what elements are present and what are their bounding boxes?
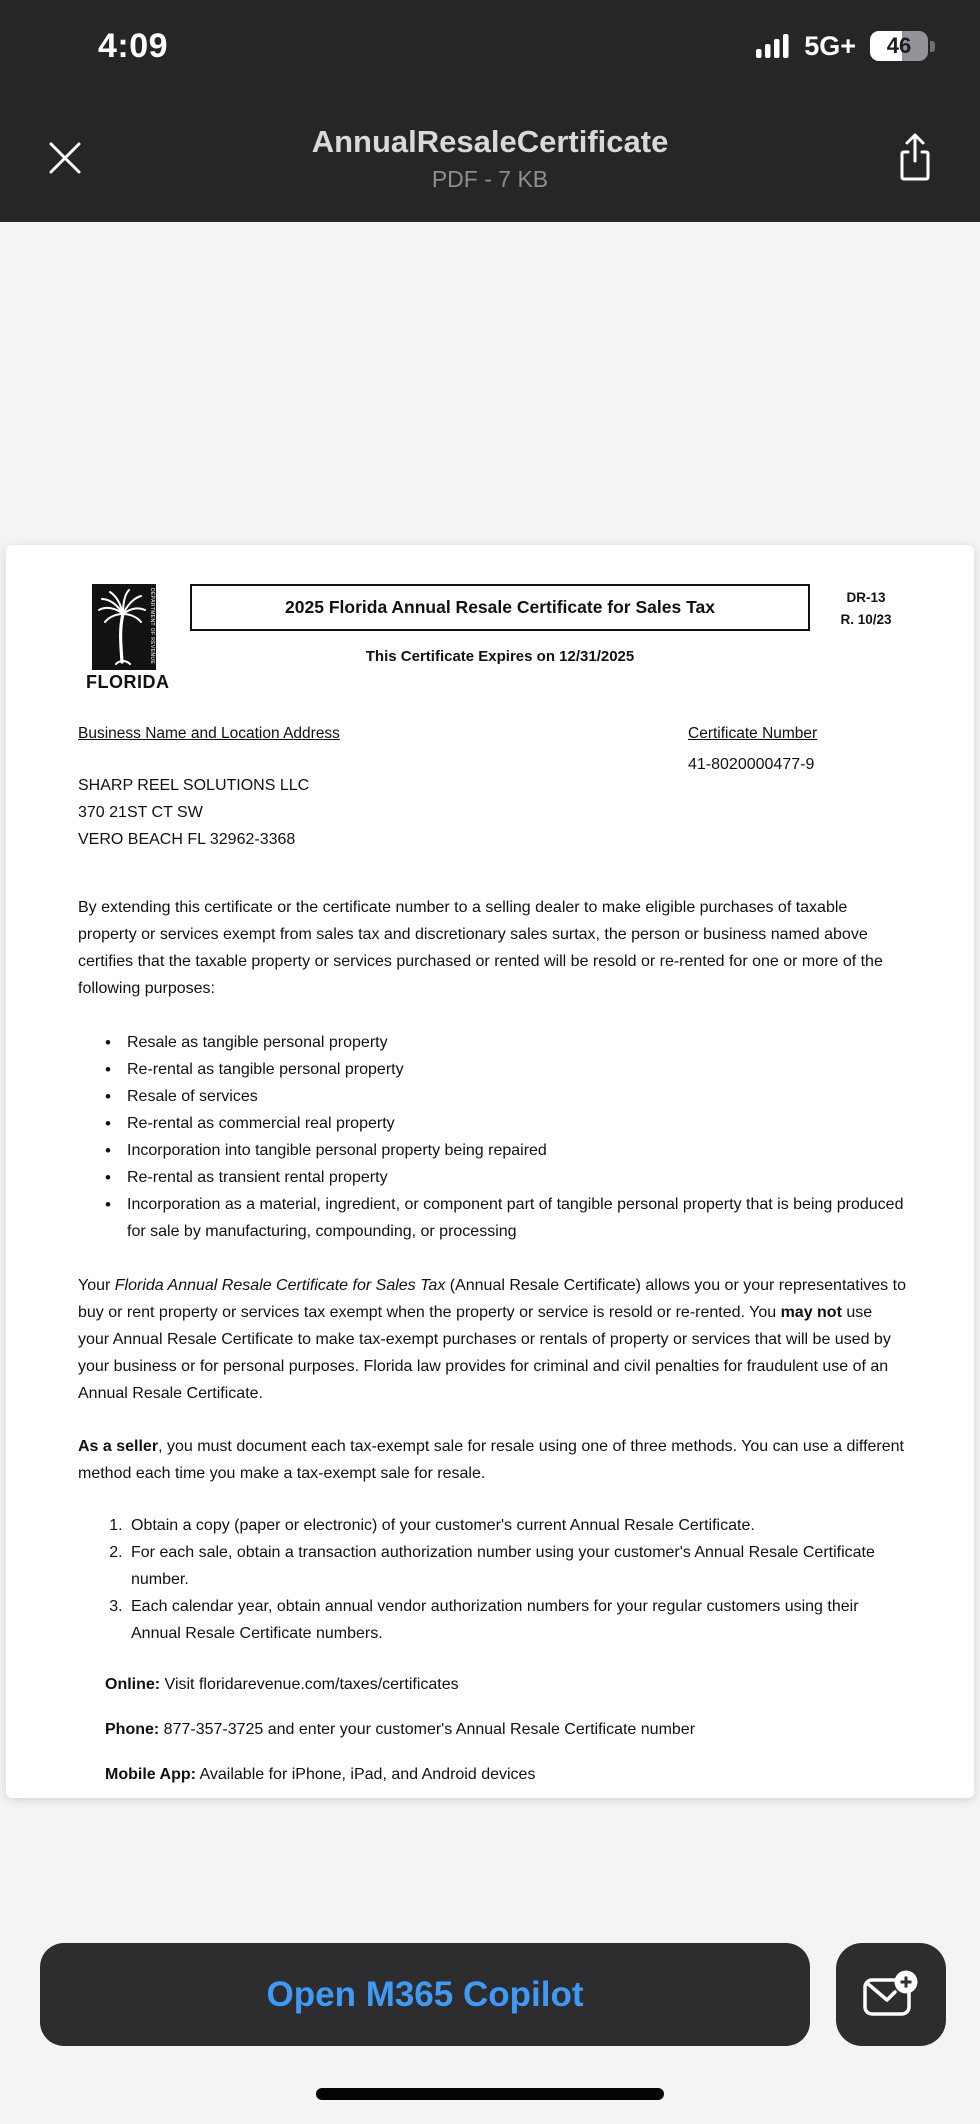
certificate-title: 2025 Florida Annual Resale Certificate for Sales Tax: [190, 584, 810, 631]
status-bar: [0, 20, 980, 72]
phone-line: Phone: 877-357-3725 and enter your customer's Annual Resale Certificate number: [105, 1721, 696, 1738]
file-titles: [102, 123, 878, 193]
status-time: 4:09: [98, 26, 169, 65]
purpose-item: • Re-rental as tangible personal property: [127, 1056, 906, 1083]
status-icons: [756, 31, 928, 62]
method-item: 1. Obtain a copy (paper or electronic) of your customer's current Annual Resale Certificate.: [127, 1512, 906, 1539]
business-certificate-row: [78, 725, 906, 853]
pdf-page: [6, 545, 974, 1798]
email-plus-icon: [861, 1970, 921, 2020]
certificate-header: [78, 584, 906, 693]
florida-dor-logo: [78, 584, 178, 693]
logo-side-text: DEPARTMENT OF REVENUE: [149, 588, 155, 665]
business-address: [78, 772, 688, 853]
document-viewport[interactable]: [0, 222, 980, 2124]
purpose-list: [78, 1029, 906, 1245]
certificate-number-label: Certificate Number: [688, 725, 818, 742]
intro-paragraph: By extending this certificate or the certificate number to a selling dealer to make eligible purchases of taxable property or services exempt from sales tax and discretionary sales surtax, the person or business named above certifies that the taxable property or services purchased or rented will be resold or re-rented for one or more of the following purposes:: [78, 899, 883, 997]
seller-methods-list: [78, 1512, 906, 1647]
home-indicator[interactable]: [316, 2088, 664, 2100]
new-email-button[interactable]: [836, 1943, 946, 2046]
logo-caption: FLORIDA: [86, 672, 170, 692]
open-copilot-button[interactable]: Open M365 Copilot: [40, 1943, 810, 2046]
certificate-number: 41-8020000477-9: [688, 756, 815, 773]
file-title: AnnualResaleCertificate: [311, 123, 669, 159]
form-code: DR-13: [846, 590, 886, 605]
purpose-item: • Resale as tangible personal property: [127, 1029, 906, 1056]
online-line: Online: Visit floridarevenue.com/taxes/certificates: [105, 1676, 459, 1693]
network-type-label: 5G+: [804, 30, 856, 61]
usage-paragraph: Your Florida Annual Resale Certificate for Sales Tax (Annual Resale Certificate) allows you or your representatives to buy or rent property or services tax exempt when the property or service is resold or re-rented. You may not use your Annual Resale Certificate to make tax-exempt purchases or rentals of property or services that will be used by your business or for personal purposes. Florida law provides for criminal and civil penalties for fraudulent use of an Annual Resale Certificate.: [78, 1277, 906, 1402]
cellular-signal-icon: [756, 33, 790, 59]
address-line-2: VERO BEACH FL 32962-3368: [78, 831, 296, 848]
battery-percent: 46: [886, 33, 912, 58]
purpose-item: • Resale of services: [127, 1083, 906, 1110]
battery-nub: [930, 41, 935, 52]
purpose-item: • Incorporation as a material, ingredient, or component part of tangible personal property that is being produced for sale by manufacturing, compounding, or processing: [127, 1191, 906, 1245]
battery-icon: [870, 31, 928, 61]
purpose-item: • Incorporation into tangible personal property being repaired: [127, 1137, 906, 1164]
address-line-1: 370 21ST CT SW: [78, 804, 203, 821]
purpose-item: • Re-rental as transient rental property: [127, 1164, 906, 1191]
business-column: [78, 725, 688, 853]
header-bar: [0, 0, 980, 222]
close-button[interactable]: [28, 113, 102, 203]
share-icon: [893, 130, 937, 186]
certificate-column: [688, 725, 906, 853]
purpose-item: • Re-rental as commercial real property: [127, 1110, 906, 1137]
palm-tree-icon: [92, 584, 156, 670]
method-item: 3. Each calendar year, obtain annual vendor authorization numbers for your regular customers using their Annual Resale Certificate numbers.: [127, 1593, 906, 1647]
method-item: 2. For each sale, obtain a transaction authorization number using your customer's Annual Resale Certificate number.: [127, 1539, 906, 1593]
mobile-app-line: Mobile App: Available for iPhone, iPad, and Android devices: [105, 1766, 536, 1783]
file-meta: PDF - 7 KB: [431, 166, 549, 193]
seller-paragraph: As a seller, you must document each tax-exempt sale for resale using one of three methods. You can use a different method each time you make a tax-exempt sale for resale.: [78, 1438, 904, 1482]
form-code-block: [826, 584, 906, 630]
nav-row: [0, 104, 980, 212]
business-name: SHARP REEL SOLUTIONS LLC: [78, 777, 310, 794]
expiration-line: This Certificate Expires on 12/31/2025: [365, 648, 635, 665]
share-button[interactable]: [878, 113, 952, 203]
form-revision: R. 10/23: [840, 611, 892, 627]
business-label: Business Name and Location Address: [78, 725, 340, 742]
close-icon: [46, 139, 84, 177]
certificate-title-column: [178, 584, 826, 665]
